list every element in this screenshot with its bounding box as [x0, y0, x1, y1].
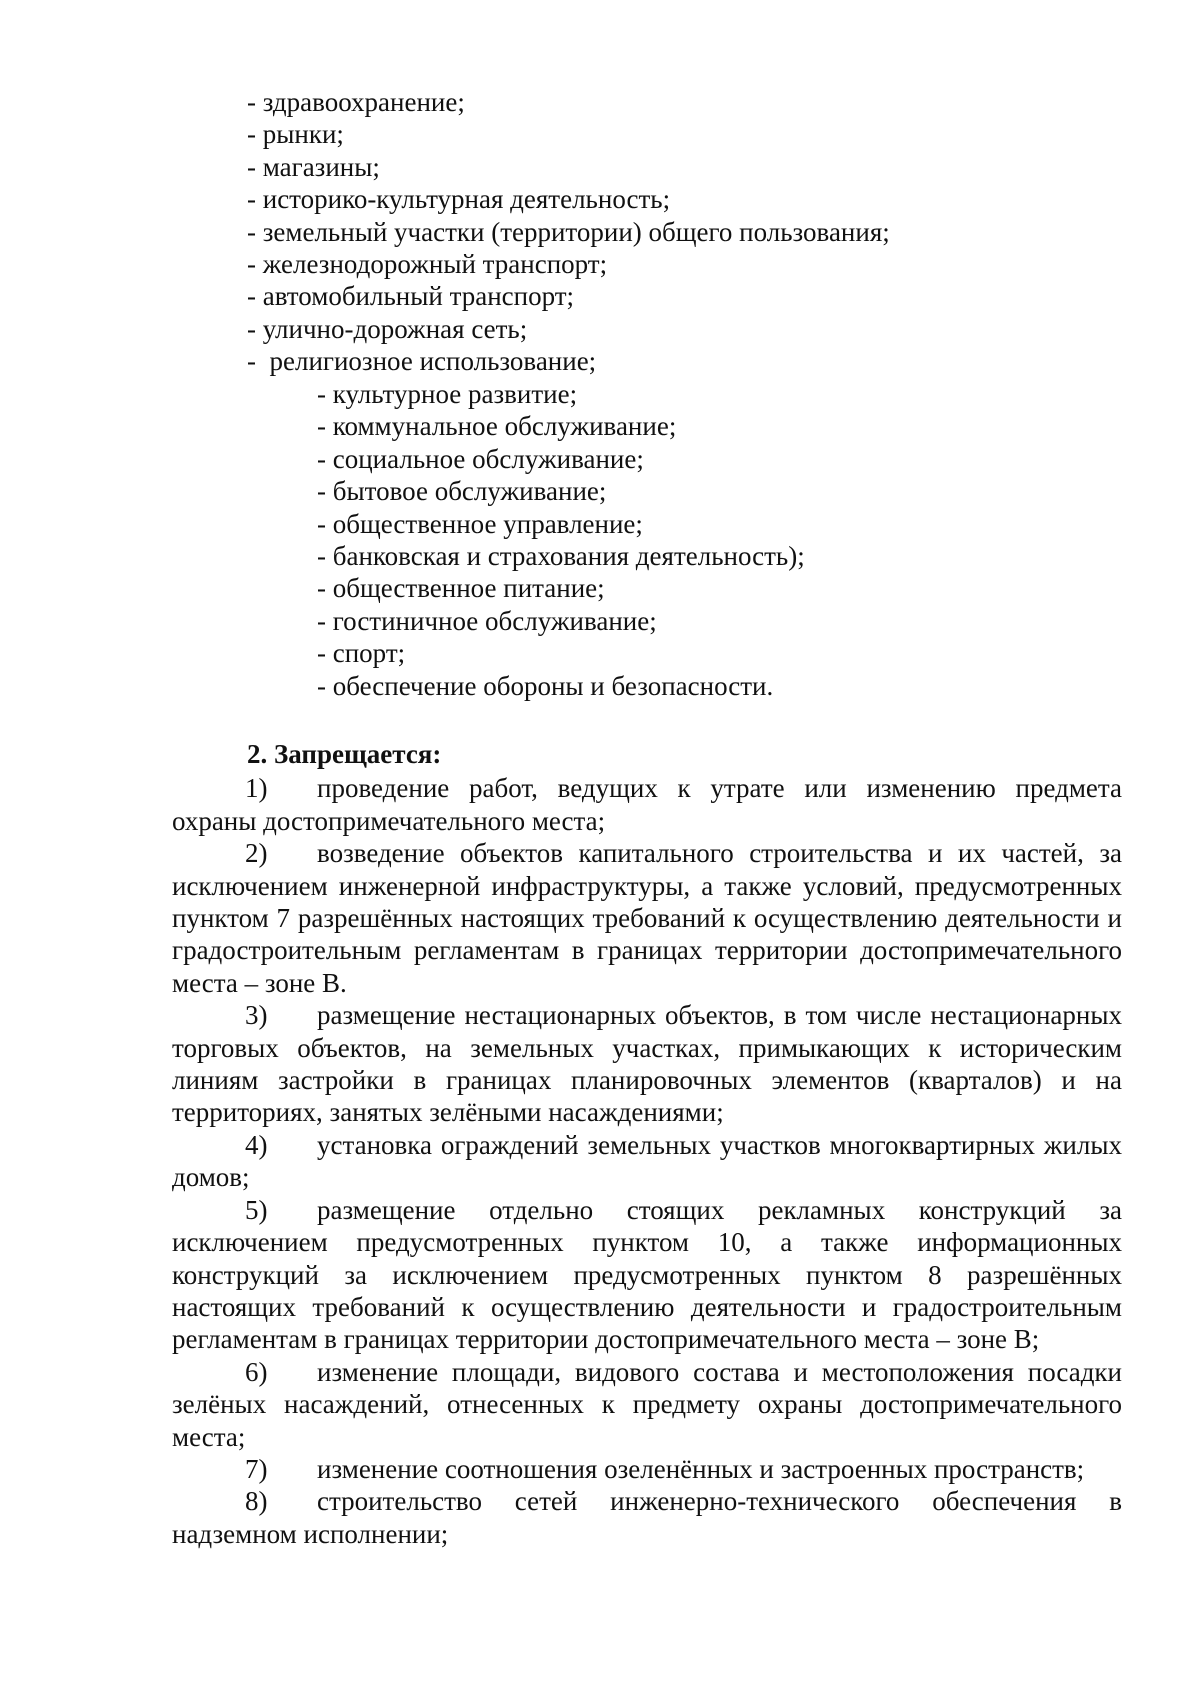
list-item: - коммунальное обслуживание;	[317, 411, 677, 442]
list-item: - гостиничное обслуживание;	[317, 605, 657, 636]
numbered-item	[172, 1356, 1122, 1453]
item-text: изменение площади, видового состава и местоположения посадки зелёных насаждений, отнесенных к предмету охраны достопримечательного места;	[172, 1356, 1122, 1452]
item-text: возведение объектов капитального строительства и их частей, за исключением инженерной инфраструктуры, а также условий, предусмотренных пунктом 7 разрешённых настоящих требований к осуществлению деятельности и градостроительным регламентам в границах территории достопримечательного места – зоне В.	[172, 838, 1122, 998]
list-item: - социальное обслуживание;	[317, 443, 644, 474]
list-item: - общественное управление;	[317, 508, 643, 539]
item-text: проведение работ, ведущих к утрате или изменению предмета охраны достопримечательного места;	[172, 773, 1122, 836]
list-item: - рынки;	[247, 119, 344, 150]
list-item: - религиозное использование;	[247, 346, 597, 377]
list-item: - улично-дорожная сеть;	[247, 313, 528, 344]
item-number: 5)	[245, 1194, 268, 1225]
item-number: 2)	[245, 838, 268, 869]
list-item: - банковская и страхования деятельность);	[317, 541, 805, 572]
list-item: - обеспечение обороны и безопасности.	[317, 670, 774, 701]
list-item: - историко-культурная деятельность;	[247, 184, 671, 215]
item-text: установка ограждений земельных участков многоквартирных жилых домов;	[172, 1129, 1122, 1193]
item-number: 1)	[245, 773, 268, 804]
list-item: - культурное развитие;	[317, 379, 578, 409]
numbered-item	[172, 1485, 1122, 1550]
numbered-item	[172, 1453, 1122, 1485]
numbered-item	[172, 1129, 1122, 1194]
list-item: - общественное питание;	[317, 573, 605, 604]
religious-use-sublist	[317, 378, 805, 702]
item-number: 4)	[245, 1129, 268, 1160]
list-item: - здравоохранение;	[247, 87, 465, 117]
item-text: размещение нестационарных объектов, в том числе нестационарных торговых объектов, на земельных участках, примыкающих к историческим линиям застройки в границах планировочных элементов (кварталов) и на территориях, занятых зелёными насаждениями;	[172, 1000, 1122, 1128]
item-number: 3)	[245, 1000, 268, 1031]
list-item: - спорт;	[317, 638, 406, 669]
numbered-item	[172, 837, 1122, 999]
section-heading: 2. Запрещается:	[247, 739, 442, 769]
numbered-item	[172, 999, 1122, 1129]
list-item: - автомобильный транспорт;	[247, 281, 575, 312]
permitted-uses-list	[247, 86, 890, 378]
item-text: строительство сетей инженерно-технического обеспечения в надземном исполнении;	[172, 1486, 1122, 1549]
list-item: - железнодорожный транспорт;	[247, 249, 608, 280]
item-number: 7)	[245, 1453, 268, 1484]
list-item: - бытовое обслуживание;	[317, 476, 607, 507]
item-text: размещение отдельно стоящих рекламных конструкций за исключением предусмотренных пунктом 10, а также информационных конструкций за исключением предусмотренных пунктом 8 разрешённых настоящих требований к осуществлению деятельности и градостроительным регламентам в границах территории достопримечательного места – зоне В;	[172, 1194, 1122, 1355]
item-text: изменение соотношения озеленённых и застроенных пространств;	[317, 1453, 1085, 1484]
item-number: 6)	[245, 1356, 268, 1387]
section-prohibited	[172, 738, 1122, 1550]
numbered-item	[172, 772, 1122, 837]
list-item: - земельный участки (территории) общего пользования;	[247, 216, 890, 247]
item-number: 8)	[245, 1486, 268, 1517]
list-item: - магазины;	[247, 151, 380, 182]
numbered-item	[172, 1194, 1122, 1356]
